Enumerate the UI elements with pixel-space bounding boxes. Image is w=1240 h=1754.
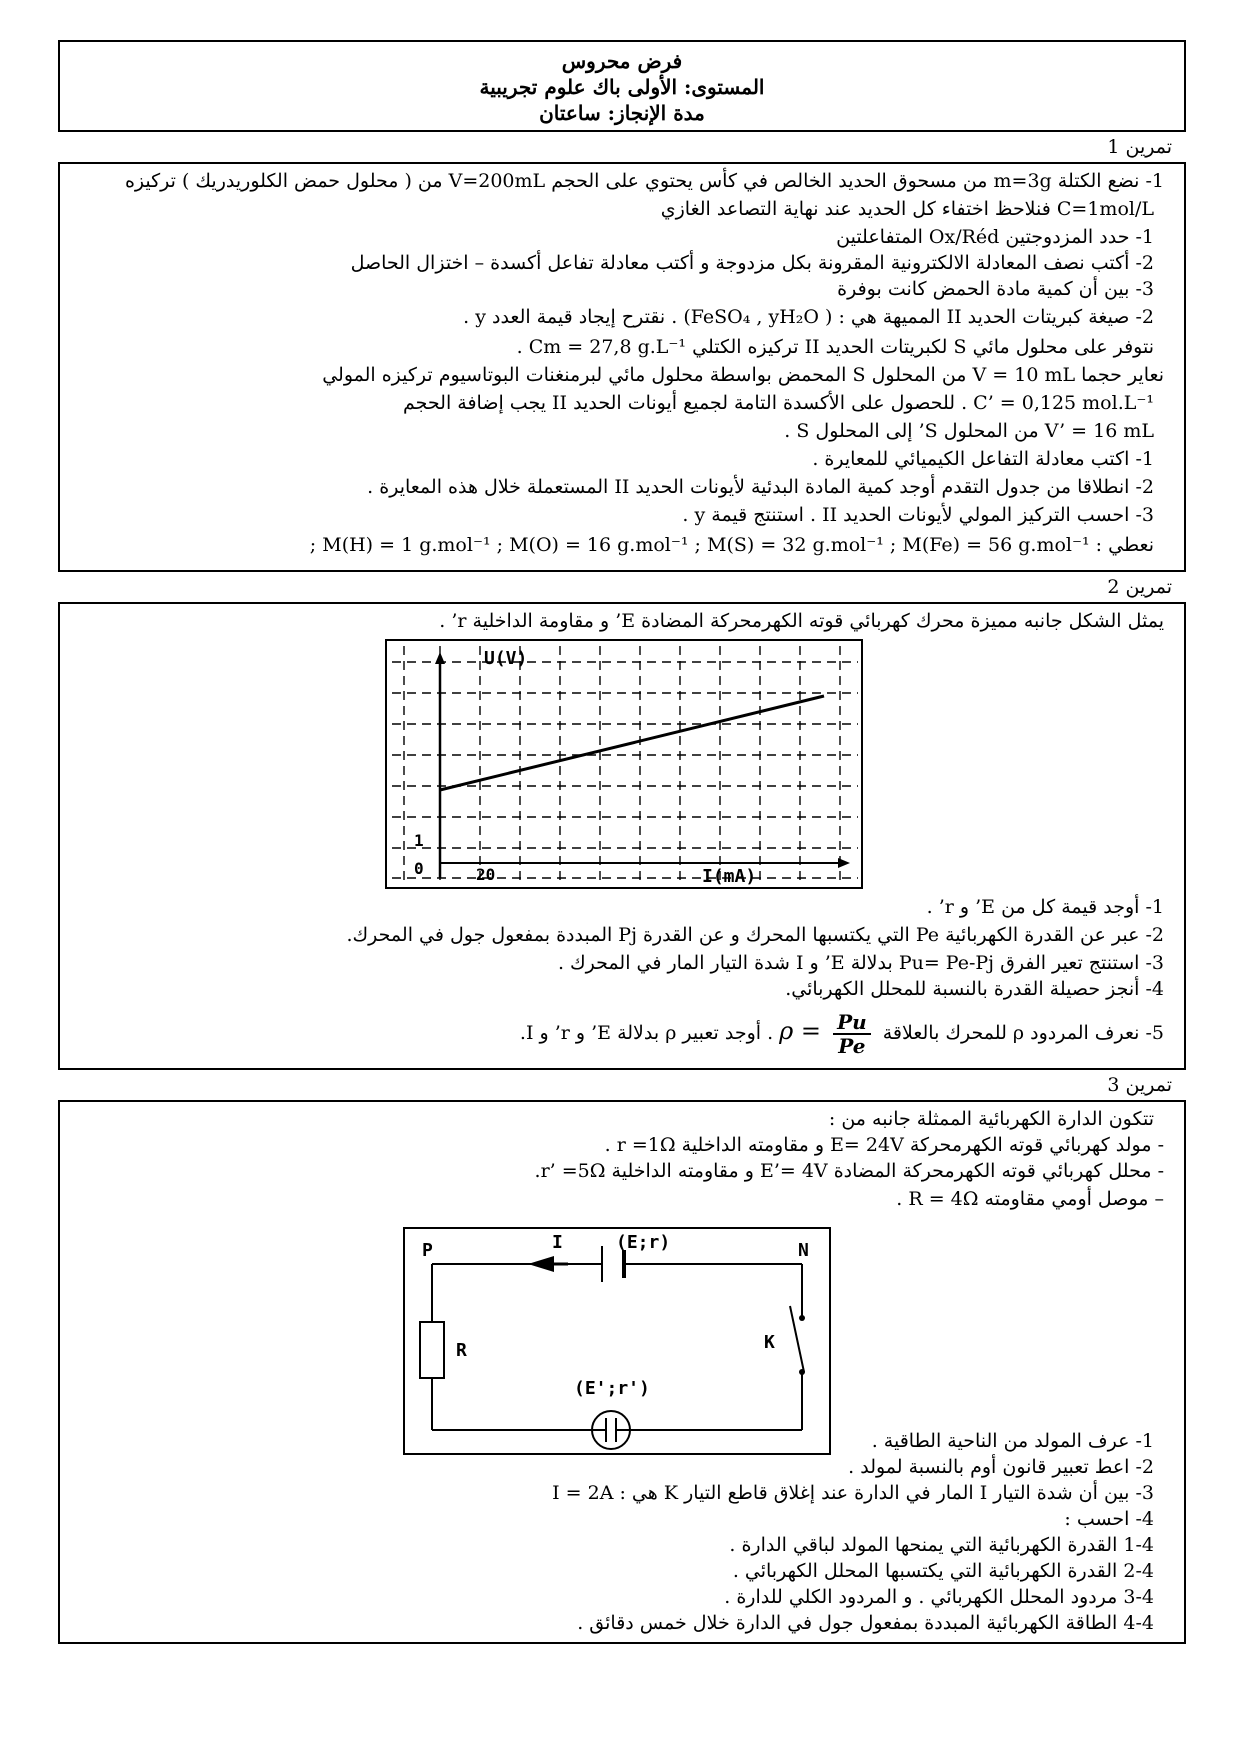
ex3-question: 3-4 مردود المحلل الكهربائي . و المردود الكلي للدارة . <box>724 1586 1154 1608</box>
circuit-diagram <box>402 1226 832 1456</box>
graph-y-tick: 1 <box>414 831 424 850</box>
ex1-line: نعاير حجما V = 10 mL من المحلول S المحمض بواسطة محلول مائي لبرمنغنات البوتاسيوم تركيزه المولي <box>322 364 1164 386</box>
ex1-line: نتوفر على محلول مائي S لكبريتات الحديد II تركيزه الكتلي Cm = 27,8 g.L⁻¹ . <box>516 336 1154 358</box>
ex2-question: 1- أوجد قيمة كل من E’ و r’ . <box>926 896 1164 918</box>
ex1-line: C=1mol/L فنلاحظ اختفاء كل الحديد عند نهاية التصاعد الغازي <box>660 198 1154 220</box>
ex1-line: 3- بين أن كمية مادة الحمض كانت بوفرة <box>837 278 1154 300</box>
graph-x-tick: 20 <box>476 865 496 884</box>
exercise-2-label: تمرين 2 <box>1107 576 1172 598</box>
ex1-line: 2- أكتب نصف المعادلة الالكترونية المقرونة بكل مزدوجة و أكتب معادلة تفاعل أكسدة – اختزال الحاصل <box>350 252 1154 274</box>
current-label: I <box>552 1232 563 1253</box>
ex3-question: 1- عرف المولد من الناحية الطاقية . <box>871 1430 1154 1452</box>
ex1-line: 2- انطلاقا من جدول التقدم أوجد كمية المادة البدئية لأيونات الحديد II المستعملة خلال هذه المعايرة . <box>367 476 1154 498</box>
ex1-line: نعطي : M(H) = 1 g.mol⁻¹ ; M(O) = 16 g.mol⁻¹ ; M(S) = 32 g.mol⁻¹ ; M(Fe) = 56 g.mol⁻¹ ; <box>309 534 1154 556</box>
exam-level: المستوى: الأولى باك علوم تجريبية <box>479 75 765 99</box>
ex2-question: 4- أنجز حصيلة القدرة بالنسبة للمحلل الكهربائي. <box>785 978 1164 1000</box>
ex2-q5-end: . أوجد تعبير ρ بدلالة E’ و r’ و I. <box>519 1022 774 1044</box>
ex2-question: 3- استنتج تعير الفرق Pu= Pe-Pj بدلالة E’ و I شدة التيار المار في المحرك . <box>557 952 1164 974</box>
graph-xlabel: I(mA) <box>702 866 757 887</box>
ex3-question: 1-4 القدرة الكهربائية التي يمنحها المولد لباقي الدارة . <box>729 1534 1154 1556</box>
resistor-label: R <box>456 1340 467 1361</box>
ex2-question-5 <box>74 1006 1164 1058</box>
exam-title: فرض محروس <box>561 49 683 73</box>
exercise-3-questions-box <box>58 1424 1186 1644</box>
graph-ylabel: U(V) <box>484 648 528 669</box>
ex2-q5-start: 5- نعرف المردود ρ للمحرك بالعلاقة <box>882 1022 1164 1044</box>
generator-label: (E;r) <box>616 1232 671 1253</box>
node-n-label: N <box>798 1240 809 1261</box>
ex3-question: 2-4 القدرة الكهربائية التي يكتسبها المحلل الكهربائي . <box>732 1560 1154 1582</box>
node-p-label: P <box>422 1240 433 1261</box>
ex1-line: 2- صيغة كبريتات الحديد II المميهة هي : ( FeSO₄ , yH₂O) . نقترح إيجاد قيمة العدد y . <box>463 306 1154 328</box>
exercise-2-box <box>58 602 1186 1070</box>
ex2-intro: يمثل الشكل جانبه مميزة محرك كهربائي قوته الكهرمحركة المضادة E’ و مقاومة الداخلية r’ . <box>439 610 1164 632</box>
graph-characteristic-line <box>440 696 824 790</box>
exercise-1-label: تمرين 1 <box>1107 136 1172 158</box>
ex3-line: تتكون الدارة الكهربائية الممثلة جانبه من : <box>828 1108 1154 1130</box>
ex1-line: 1- نضع الكتلة m=3g من مسحوق الحديد الخالص في كأس يحتوي على الحجم V=200mL من ( محلول حمض الكلوريدريك ) تركيزه <box>124 170 1164 192</box>
exercise-3-box <box>58 1100 1186 1426</box>
ex1-line: C’ = 0,125 mol.L⁻¹ . للحصول على الأكسدة التامة لجميع أيونات الحديد II يجب إضافة الحجم <box>403 392 1154 414</box>
formula-denominator: Pe <box>838 1034 866 1058</box>
ex1-line: 1- اكتب معادلة التفاعل الكيميائي للمعايرة . <box>812 448 1154 470</box>
ex1-line: 3- احسب التركيز المولي لأيونات الحديد II . استنتج قيمة y . <box>682 504 1154 526</box>
header-box <box>58 40 1186 132</box>
motor-label: (E';r') <box>574 1378 650 1399</box>
switch-label: K <box>764 1332 775 1353</box>
ex1-line: V’ = 16 mL من المحلول S’ إلى المحلول S . <box>784 420 1154 442</box>
resistor <box>420 1322 444 1378</box>
ex3-line: – موصل أومي مقاومته R = 4Ω . <box>896 1188 1164 1210</box>
ex1-line: 1- حدد المزدوجتين Ox/Réd المتفاعلتين <box>836 226 1154 248</box>
efficiency-formula <box>833 1011 871 1057</box>
motor-characteristic-graph <box>384 638 864 890</box>
exercise-1-box <box>58 162 1186 572</box>
ex3-line: - مولد كهربائي قوته الكهرمحركة E= 24V و مقاومته الداخلية r =1Ω . <box>604 1134 1164 1156</box>
ex3-question: 3- بين أن شدة التيار I المار في الدارة عند إغلاق قاطع التيار K هي : I = 2A <box>552 1482 1154 1504</box>
ex3-question: 2- اعط تعبير قانون أوم بالنسبة لمولد . <box>848 1456 1154 1478</box>
ex3-question: 4- احسب : <box>1064 1508 1154 1530</box>
ex3-question: 4-4 الطاقة الكهربائية المبددة بمفعول جول في الدارة خلال خمس دقائق . <box>577 1612 1154 1634</box>
graph-origin: 0 <box>414 859 424 878</box>
exam-duration: مدة الإنجاز: ساعتان <box>539 101 705 125</box>
formula-lhs: ρ = <box>779 1017 822 1045</box>
current-arrow-icon <box>528 1256 554 1272</box>
ex2-question: 2- عبر عن القدرة الكهربائية Pe التي يكتسبها المحرك و عن القدرة Pj المبددة بمفعول جول في المحرك. <box>346 924 1164 946</box>
ex3-line: - محلل كهربائي قوته الكهرمحركة المضادة E’= 4V و مقاومته الداخلية r’ =5Ω. <box>534 1160 1164 1182</box>
formula-numerator: Pu <box>833 1011 871 1035</box>
exercise-3-label: تمرين 3 <box>1107 1074 1172 1096</box>
